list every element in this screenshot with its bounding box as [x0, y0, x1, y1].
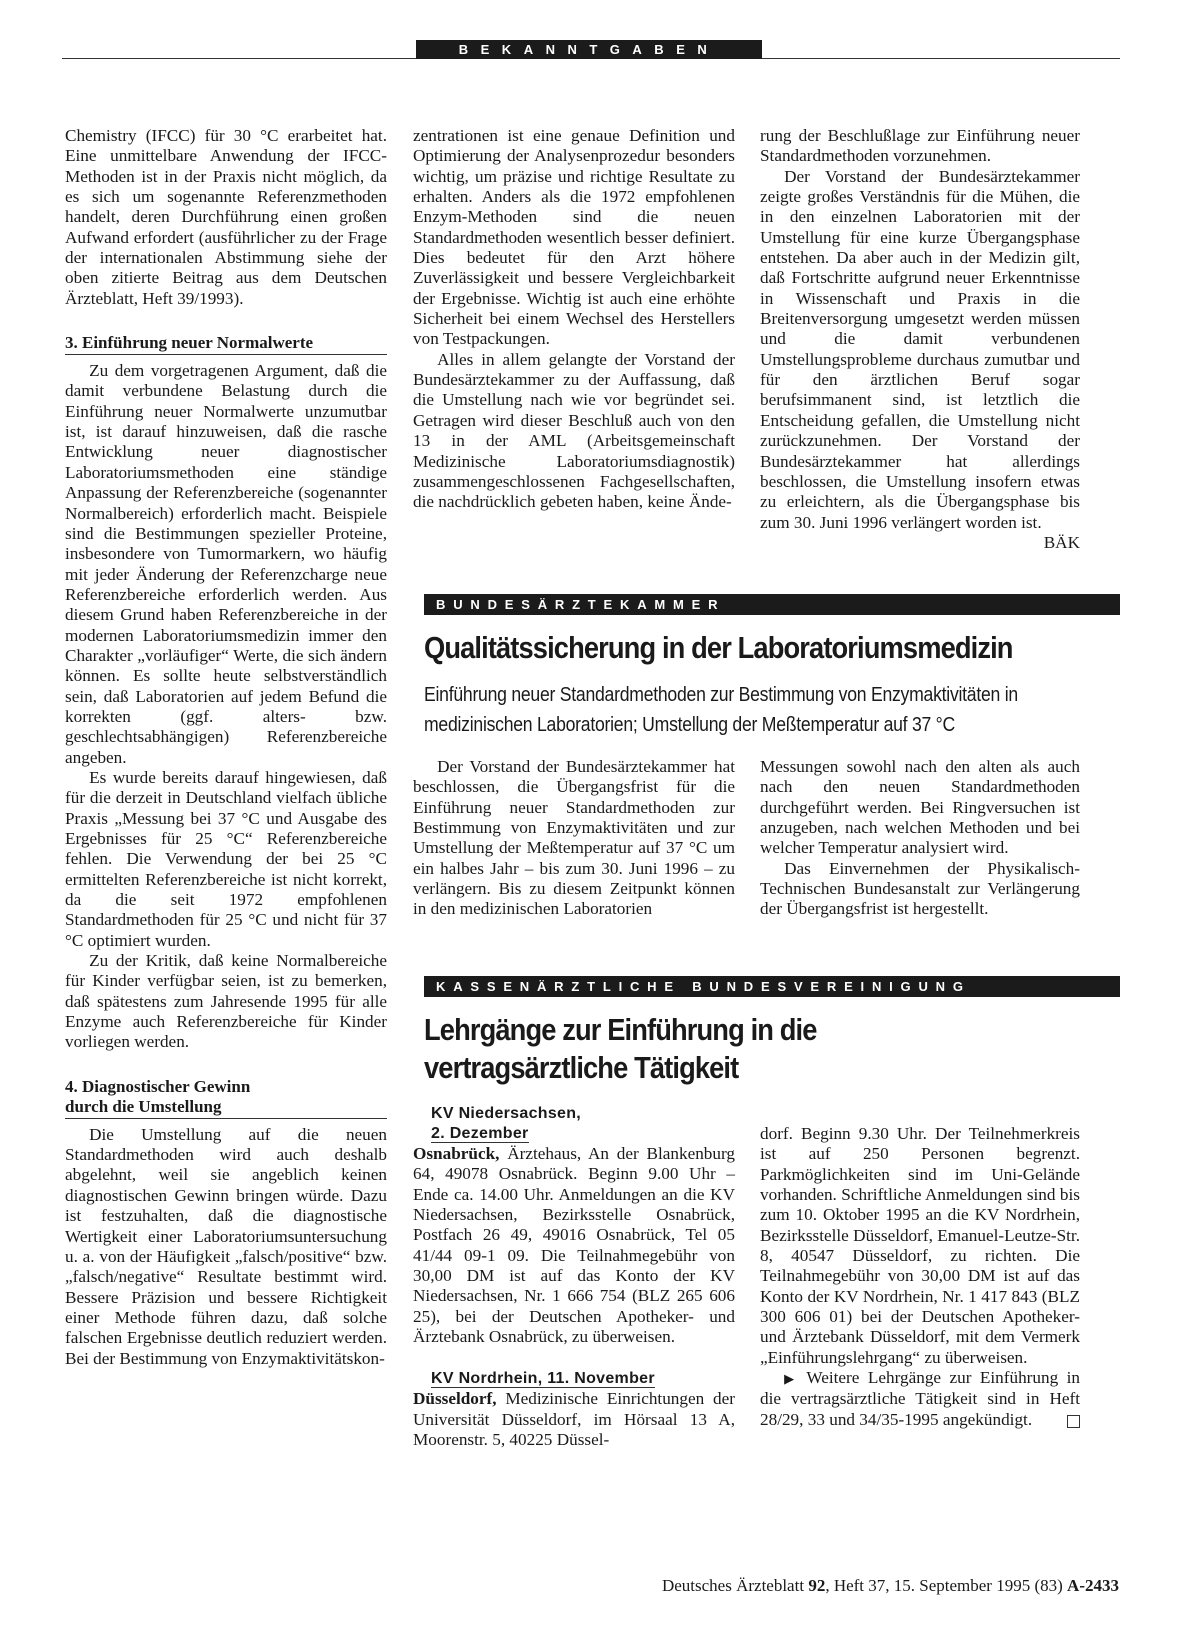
- arrow-icon: ▶: [784, 1371, 799, 1387]
- paragraph: [413, 1144, 735, 1347]
- volume-number: 92: [808, 1576, 826, 1595]
- section-bar-kbv: KASSENÄRZTLICHE BUNDESVEREINIGUNG: [424, 976, 1120, 997]
- kv-niedersachsen-heading: [431, 1104, 735, 1144]
- article-title-line: vertragsärztliche Tätigkeit: [424, 1050, 739, 1085]
- paragraph: Es wurde bereits darauf hingewiesen, daß für die derzeit in Deutschland vielfach übliche Praxis „Messung bei 37 °C und Ausgabe des Ergebnisses für 25 °C“ Referenzbereiche fehlen. Die Verwendung der bei 25 °C ermittelten Referenzbereiche ist nicht korrekt, da die seit 1972 empfohlenen Standardmethoden für 25 °C und nicht für 37 °C optimiert wurden.: [65, 767, 387, 950]
- paragraph: Zu der Kritik, daß keine Normalbereiche für Kinder verfügbar seien, ist zu bemerken, daß spätestens zum Jahresende 1995 für alle Enzyme auch Referenzbereiche für Kinder vorliegen werden.: [65, 951, 387, 1052]
- paragraph-text: Weitere Lehrgänge zur Einführung in die vertragsärztliche Tätigkeit sind in Heft 28/29, 33 und 34/35-1995 angekündigt.: [760, 1368, 1081, 1429]
- place-name: Düsseldorf,: [413, 1389, 497, 1409]
- paragraph-text: Der Vorstand der Bundesärztekammer zeigte großes Verständnis für die Mühen, die in den einzelnen Laboratorien mit der Umstellung für eine kurze Übergangsphase entstehen. Da aber auch in der Medizin gilt, daß Fortschritte aufgrund neuer Erkenntnisse in Wissenschaft und Praxis in die Breitenversorgung umgesetzt werden müssen und die damit verbundenen Umstellungsprobleme durchaus zumutbar und für den ärztlichen Beruf sogar berufsimmanent sind, ist letztlich die Entscheidung gefallen, die Umstellung nicht zurückzunehmen. Der Vorstand der Bundesärztekammer hat allerdings beschlossen, die Umstellung insofern etwas zu erleichtern, als die Übergangsphase bis zum 30. Juni 1996 verlängert worden ist.: [760, 166, 1080, 532]
- paragraph: [413, 1389, 735, 1450]
- paragraph-text: Ärztehaus, An der Blankenburg 64, 49078 Osnabrück. Beginn 9.00 Uhr – Ende ca. 14.00 Uhr. Anmeldungen an die KV Niedersachsen, Bezirksstelle Osnabrück, Postfach 26 49, 49016 Osnabrück, Tel 05 41/44 09-1 09. Die Teilnahmegebühr von 30,00 DM ist auf das Konto der KV Niedersachsen, Nr. 1 666 754 (BLZ 265 606 25), bei der Deutschen Apotheker- und Ärztebank Osnabrück, zu überweisen.: [413, 1144, 735, 1347]
- article-title-line: Lehrgänge zur Einführung in die: [424, 1012, 817, 1047]
- article3-right: [760, 1124, 1080, 1430]
- section-heading-4: [65, 1077, 387, 1119]
- article3-left: [413, 1104, 735, 1450]
- paragraph: dorf. Beginn 9.30 Uhr. Der Teilnehmerkreis ist auf 250 Personen begrenzt. Parkmöglichkeiten sind im Uni-Gelände vorhanden. Schriftliche Anmeldungen sind bis zum 10. Oktober 1995 an die KV Nordrhein, Bezirksstelle Düsseldorf, Emanuel-Leutze-Str. 8, 40547 Düsseldorf, zu richten. Die Teilnahmegebühr von 30,00 DM ist auf das Konto der KV Nordrhein, Nr. 1 417 843 (BLZ 300 606 01) bei der Deutschen Apotheker- und Ärztebank Düsseldorf, mit dem Vermerk „Einführungslehrgang“ zu überweisen.: [760, 1124, 1080, 1367]
- paragraph: [760, 166, 1080, 552]
- paragraph: Zu dem vorgetragenen Argument, daß die damit verbundene Belastung durch die Einführung neuer Normalwerte unzumutbar ist, ist darauf hinzuweisen, daß die rasche Entwicklung neuer diagnostischer Laboratoriumsmethoden eine ständige Anpassung der Referenzbereiche (sogenannter Normalbereich) erforderlich macht. Beispiele sind die Bestimmungen spezieller Proteine, insbesondere von Tumormarkern, wo häufig mit jeder Änderung der Referenzcharge neue Referenzbereiche erforderlich werden. Aus diesem Grund haben Referenzbereiche in der modernen Laboratoriumsmedizin immer den Charakter „vorläufiger“ Werte, die sich ändern können. Es sollte heute selbstverständlich sein, daß Laboratorien auf jedem Befund die korrekten (ggf. alters- bzw. geschlechtsabhängigen) Referenzbereiche angeben.: [65, 361, 387, 767]
- paragraph: Chemistry (IFCC) für 30 °C erarbeitet hat. Eine unmittelbare Anwendung der IFCC-Methoden ist in der Praxis nicht möglich, da es sich um sogenannte Referenzmethoden handelt, deren Durchführung einen großen Aufwand erfordert (ausführlicher zu der Frage der internationalen Abstimmung siehe der oben zitierte Beitrag aus dem Deutschen Ärzteblatt, Heft 39/1993).: [65, 126, 387, 308]
- kv-nordrhein-heading: [431, 1369, 735, 1389]
- paragraph: Das Einvernehmen der Physikalisch-Technischen Bundesanstalt zur Verlängerung der Übergangsfrist ist hergestellt.: [760, 858, 1080, 919]
- page-footer: [662, 1576, 1119, 1596]
- article2-right: [760, 757, 1080, 920]
- kv-heading-line: 2. Dezember: [431, 1125, 529, 1142]
- issue-info: , Heft 37, 15. September 1995 (83): [825, 1576, 1068, 1595]
- section-bar-baek: BUNDESÄRZTEKAMMER: [424, 594, 1120, 615]
- article2-left: [413, 757, 735, 920]
- journal-name: Deutsches Ärzteblatt: [661, 1576, 809, 1595]
- section-heading-3: 3. Einführung neuer Normalwerte: [65, 333, 387, 355]
- page-number: A-2433: [1067, 1576, 1119, 1595]
- kv-heading-line: KV Nordrhein, 11. November: [431, 1370, 655, 1388]
- kv-heading-line: KV Niedersachsen,: [431, 1105, 582, 1122]
- end-mark-icon: [1067, 1415, 1080, 1428]
- column-3: [760, 126, 1080, 553]
- paragraph: Die Umstellung auf die neuen Standardmethoden wird auch deshalb abgelehnt, weil sie angeblich keinen diagnostischen Gewinn bringen würde. Dazu ist festzuhalten, daß die diagnostische Wertigkeit einer Laboratoriumsuntersuchung u. a. von der Häufigkeit „falsch/positive“ bzw. „falsch/negative“ Resultate bestimmt wird. Bessere Präzision und bessere Richtigkeit einer Methode führen dazu, daß solche falschen Ergebnisse deutlich reduziert werden. Bei der Bestimmung von Enzymaktivitätskon-: [65, 1124, 387, 1368]
- paragraph: rung der Beschlußlage zur Einführung neuer Standardmethoden vorzunehmen.: [760, 126, 1080, 166]
- heading-line: 4. Diagnostischer Gewinn: [65, 1076, 251, 1096]
- signature: BÄK: [1043, 532, 1080, 552]
- article-subtitle-line: medizinischen Laboratorien; Umstellung der Meßtemperatur auf 37 °C: [424, 713, 955, 736]
- paragraph: zentrationen ist eine genaue Definition und Optimierung der Analysenprozedur besonders wichtig, um präzise und richtige Resultate zu erhalten. Anders als die 1972 empfohlenen Enzym-Methoden sind die neuen Standardmethoden wesentlich besser definiert. Dies bedeutet für den Arzt höhere Zuverlässigkeit und bessere Vergleichbarkeit der Ergebnisse. Wichtig ist auch eine erhöhte Sicherheit bei einem Wechsel des Herstellers von Testpackungen.: [413, 126, 735, 349]
- column-1: [65, 126, 387, 1369]
- paragraph: [760, 1368, 1080, 1430]
- paragraph: Alles in allem gelangte der Vorstand der Bundesärztekammer zu der Auffassung, daß die Umstellung nach wie vor begründet sei. Getragen wird dieser Beschluß auch von den 13 in der AML (Arbeitsgemeinschaft Medizinische Laboratoriumsdiagnostik) zusammengeschlossenen Fachgesellschaften, die nachdrücklich gebeten haben, keine Ände-: [413, 349, 735, 512]
- article-title: Qualitätssicherung in der Laboratoriumsmedizin: [424, 630, 1013, 665]
- paragraph: Der Vorstand der Bundesärztekammer hat beschlossen, die Übergangsfrist für die Einführung neuer Standardmethoden zur Bestimmung von Enzymaktivitäten und zur Umstellung der Meßtemperatur auf 37 °C um ein halbes Jahr – bis zum 30. Juni 1996 – zu verlängern. Bis zu diesem Zeitpunkt können in den medizinischen Laboratorien: [413, 757, 735, 919]
- section-label: BEKANNTGABEN: [416, 40, 762, 59]
- column-2: [413, 126, 735, 513]
- article-subtitle-line: Einführung neuer Standardmethoden zur Bestimmung von Enzymaktivitäten in: [424, 683, 1018, 706]
- heading-line: durch die Umstellung: [65, 1096, 222, 1116]
- place-name: Osnabrück,: [413, 1144, 500, 1163]
- paragraph: Messungen sowohl nach den alten als auch nach den neuen Standardmethoden durchgeführt werden. Bei Ringversuchen ist anzugeben, nach welchen Methoden und bei welcher Temperatur analysiert wird.: [760, 757, 1080, 858]
- paragraph-text: Medizinische Einrichtungen der Universität Düsseldorf, im Hörsaal 13 A, Moorenstr. 5, 40225 Düssel-: [413, 1389, 735, 1450]
